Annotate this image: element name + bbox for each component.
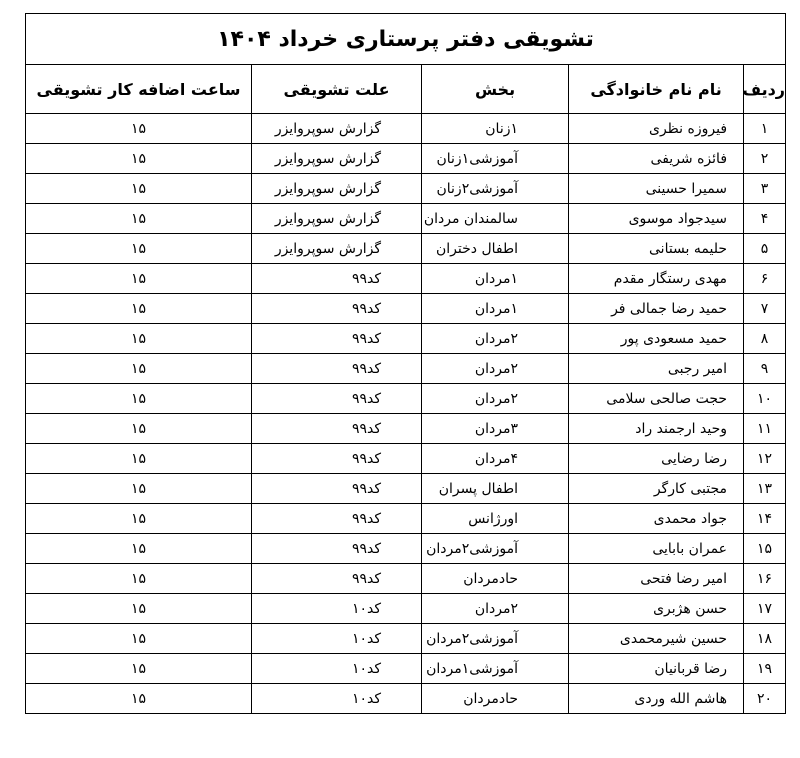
cell-index: ۱۳ <box>744 474 786 504</box>
cell-department: ۲مردان <box>422 384 569 414</box>
cell-hours: ۱۵ <box>26 684 252 714</box>
cell-hours: ۱۵ <box>26 414 252 444</box>
cell-reason: گزارش سوپروایزر <box>252 144 422 174</box>
cell-reason: گزارش سوپروایزر <box>252 114 422 144</box>
cell-reason: کد۹۹ <box>252 264 422 294</box>
cell-name: حمید رضا جمالی فر <box>569 294 744 324</box>
cell-reason: کد۹۹ <box>252 414 422 444</box>
cell-name: حسین شیرمحمدی <box>569 624 744 654</box>
header-name: نام نام خانوادگی <box>569 65 744 114</box>
table-row <box>26 654 786 684</box>
cell-reason: کد۱۰ <box>252 684 422 714</box>
cell-department: حادمردان <box>422 684 569 714</box>
cell-index: ۵ <box>744 234 786 264</box>
cell-reason: کد۱۰ <box>252 654 422 684</box>
cell-department: سالمندان مردان <box>422 204 569 234</box>
cell-name: فائزه شریفی <box>569 144 744 174</box>
cell-index: ۱۹ <box>744 654 786 684</box>
cell-hours: ۱۵ <box>26 264 252 294</box>
header-department: بخش <box>422 65 569 114</box>
cell-index: ۲ <box>744 144 786 174</box>
cell-reason: گزارش سوپروایزر <box>252 174 422 204</box>
table-row <box>26 414 786 444</box>
table-row <box>26 624 786 654</box>
table-row <box>26 144 786 174</box>
cell-department: ۱مردان <box>422 264 569 294</box>
table-row <box>26 114 786 144</box>
table-row <box>26 354 786 384</box>
cell-index: ۱۷ <box>744 594 786 624</box>
cell-name: جواد محمدی <box>569 504 744 534</box>
cell-department: حادمردان <box>422 564 569 594</box>
cell-department: ۲مردان <box>422 324 569 354</box>
cell-hours: ۱۵ <box>26 384 252 414</box>
cell-name: وحید ارجمند راد <box>569 414 744 444</box>
table-row <box>26 504 786 534</box>
cell-index: ۱۴ <box>744 504 786 534</box>
cell-name: فیروزه نظری <box>569 114 744 144</box>
cell-hours: ۱۵ <box>26 654 252 684</box>
table-row <box>26 174 786 204</box>
cell-hours: ۱۵ <box>26 444 252 474</box>
cell-name: رضا رضایی <box>569 444 744 474</box>
header-reason: علت تشویقی <box>252 65 422 114</box>
table-row <box>26 294 786 324</box>
cell-department: ۲مردان <box>422 594 569 624</box>
cell-reason: کد۱۰ <box>252 624 422 654</box>
cell-hours: ۱۵ <box>26 294 252 324</box>
cell-hours: ۱۵ <box>26 564 252 594</box>
cell-index: ۶ <box>744 264 786 294</box>
cell-name: سیدجواد موسوی <box>569 204 744 234</box>
cell-hours: ۱۵ <box>26 114 252 144</box>
cell-department: ۲مردان <box>422 354 569 384</box>
cell-department: آموزشی۲زنان <box>422 174 569 204</box>
cell-name: امیر رجبی <box>569 354 744 384</box>
table-row <box>26 204 786 234</box>
cell-reason: کد۹۹ <box>252 384 422 414</box>
cell-department: آموزشی۲مردان <box>422 624 569 654</box>
table-title: تشویقی دفتر پرستاری خرداد ۱۴۰۴ <box>26 14 786 65</box>
header-index: ردیف <box>744 65 786 114</box>
cell-index: ۲۰ <box>744 684 786 714</box>
cell-name: حلیمه بستانی <box>569 234 744 264</box>
cell-index: ۳ <box>744 174 786 204</box>
cell-department: اطفال پسران <box>422 474 569 504</box>
header-hours: ساعت اضافه کار تشویقی <box>26 65 252 114</box>
cell-index: ۱۲ <box>744 444 786 474</box>
cell-index: ۸ <box>744 324 786 354</box>
cell-index: ۴ <box>744 204 786 234</box>
cell-index: ۱۶ <box>744 564 786 594</box>
cell-hours: ۱۵ <box>26 204 252 234</box>
cell-index: ۱۸ <box>744 624 786 654</box>
cell-reason: گزارش سوپروایزر <box>252 204 422 234</box>
cell-index: ۹ <box>744 354 786 384</box>
cell-hours: ۱۵ <box>26 594 252 624</box>
cell-reason: کد۹۹ <box>252 474 422 504</box>
table-row <box>26 384 786 414</box>
cell-department: اطفال دختران <box>422 234 569 264</box>
cell-hours: ۱۵ <box>26 174 252 204</box>
table-row <box>26 264 786 294</box>
table-row <box>26 324 786 354</box>
cell-reason: کد۹۹ <box>252 564 422 594</box>
cell-reason: کد۹۹ <box>252 504 422 534</box>
cell-hours: ۱۵ <box>26 234 252 264</box>
cell-reason: کد۹۹ <box>252 534 422 564</box>
header-row <box>26 65 786 114</box>
cell-department: ۴مردان <box>422 444 569 474</box>
cell-hours: ۱۵ <box>26 354 252 384</box>
table-row <box>26 474 786 504</box>
cell-index: ۱۱ <box>744 414 786 444</box>
cell-department: آموزشی۱زنان <box>422 144 569 174</box>
table-row <box>26 594 786 624</box>
cell-reason: گزارش سوپروایزر <box>252 234 422 264</box>
table-row <box>26 564 786 594</box>
cell-name: مهدی رستگار مقدم <box>569 264 744 294</box>
cell-reason: کد۹۹ <box>252 444 422 474</box>
cell-department: ۱مردان <box>422 294 569 324</box>
cell-name: سمیرا حسینی <box>569 174 744 204</box>
cell-hours: ۱۵ <box>26 144 252 174</box>
table-body <box>26 114 786 714</box>
cell-hours: ۱۵ <box>26 534 252 564</box>
cell-index: ۱۵ <box>744 534 786 564</box>
cell-name: حجت صالحی سلامی <box>569 384 744 414</box>
cell-index: ۷ <box>744 294 786 324</box>
cell-name: حسن هژبری <box>569 594 744 624</box>
table-row <box>26 234 786 264</box>
table-row <box>26 684 786 714</box>
cell-reason: کد۹۹ <box>252 354 422 384</box>
cell-index: ۱۰ <box>744 384 786 414</box>
cell-hours: ۱۵ <box>26 324 252 354</box>
cell-hours: ۱۵ <box>26 624 252 654</box>
cell-department: آموزشی۱مردان <box>422 654 569 684</box>
incentive-table <box>25 13 786 714</box>
cell-name: حمید مسعودی پور <box>569 324 744 354</box>
title-row <box>26 14 786 65</box>
cell-name: مجتبی کارگر <box>569 474 744 504</box>
cell-index: ۱ <box>744 114 786 144</box>
cell-hours: ۱۵ <box>26 504 252 534</box>
cell-name: امیر رضا فتحی <box>569 564 744 594</box>
table-row <box>26 534 786 564</box>
incentive-sheet <box>25 13 785 714</box>
cell-department: ۱زنان <box>422 114 569 144</box>
cell-reason: کد۱۰ <box>252 594 422 624</box>
cell-department: آموزشی۲مردان <box>422 534 569 564</box>
cell-department: ۳مردان <box>422 414 569 444</box>
cell-department: اورژانس <box>422 504 569 534</box>
cell-reason: کد۹۹ <box>252 324 422 354</box>
cell-hours: ۱۵ <box>26 474 252 504</box>
cell-name: هاشم الله وردی <box>569 684 744 714</box>
cell-reason: کد۹۹ <box>252 294 422 324</box>
table-row <box>26 444 786 474</box>
cell-name: رضا قربانیان <box>569 654 744 684</box>
cell-name: عمران بابایی <box>569 534 744 564</box>
